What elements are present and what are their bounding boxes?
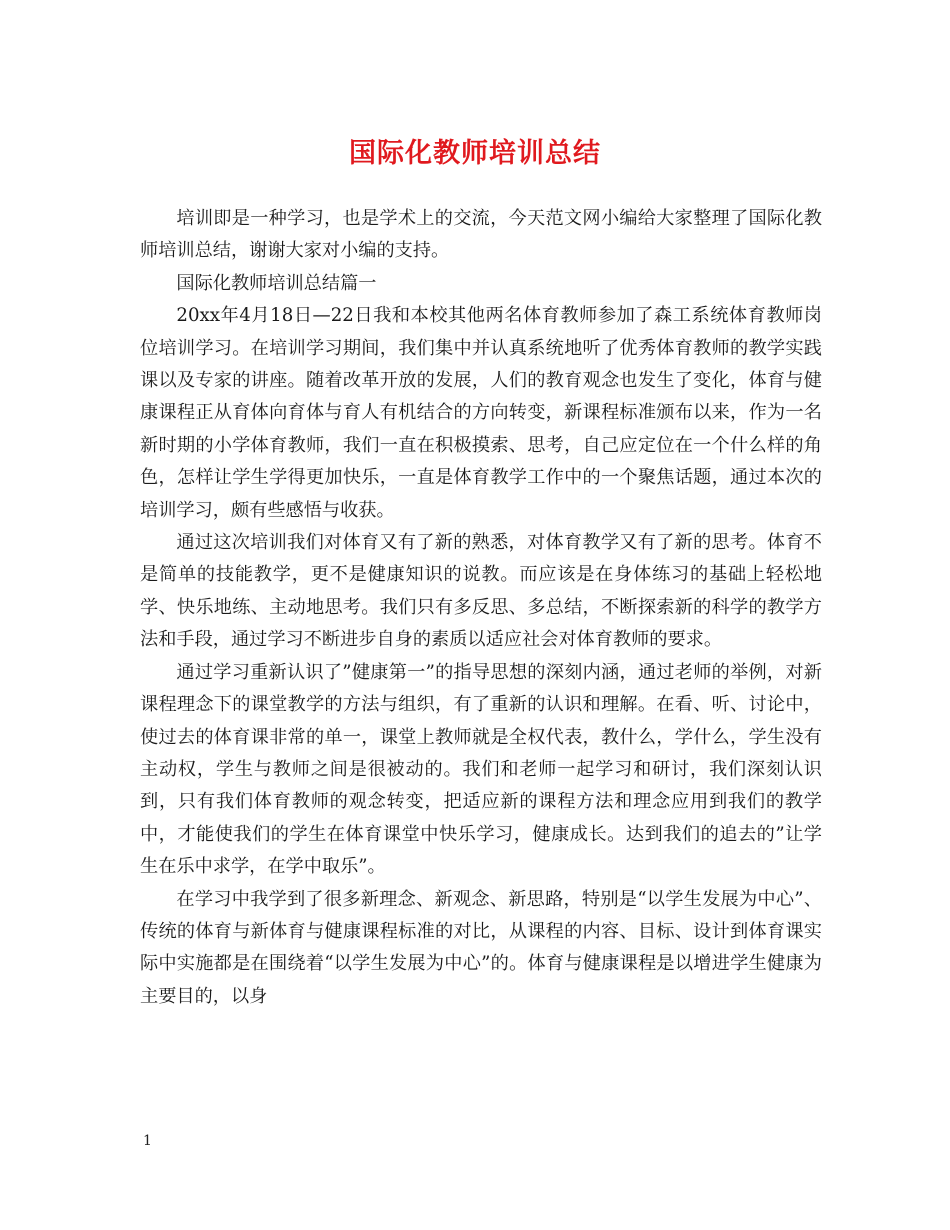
body-paragraph: 20xx年4月18日—22日我和本校其他两名体育教师参加了森工系统体育教师岗位培训学习。在培训学习期间，我们集中并认真系统地听了优秀体育教师的教学实践课以及专家的讲座。随着改革开放的发展，人们的教育观念也发生了变化，体育与健康课程正从育体向育体与育人有机结合的方向转变，新课程标准颁布以来，作为一名新时期的小学体育教师，我们一直在积极摸索、思考，自己应定位在一个什么样的角色，怎样让学生学得更加快乐，一直是体育教学工作中的一个聚焦话题，通过本次的培训学习，颇有些感悟与收获。 — [140, 305, 822, 521]
document-title: 国际化教师培训总结 — [349, 138, 601, 169]
page-number: 1 — [143, 1133, 152, 1149]
document-body — [140, 203, 822, 1013]
body-paragraph: 通过这次培训我们对体育又有了新的熟悉，对体育教学又有了新的思考。体育不是简单的技能教学，更不是健康知识的说教。而应该是在身体练习的基础上轻松地学、快乐地练、主动地思考。我们只有多反思、多总结，不断探索新的科学的教学方法和手段，通过学习不断进步自身的素质以适应社会对体育教师的要求。 — [140, 532, 822, 651]
section-heading: 国际化教师培训总结篇一 — [176, 272, 377, 294]
body-paragraph: 通过学习重新认识了”健康第一”的指导思想的深刻内涵，通过老师的举例，对新课程理念下的课堂教学的方法与组织，有了重新的认识和理解。在看、听、讨论中，使过去的体育课非常的单一，课堂上教师就是全权代表，教什么，学什么，学生没有主动权，学生与教师之间是很被动的。我们和老师一起学习和研讨，我们深刻认识到，只有我们体育教师的观念转变，把适应新的课程方法和理念应用到我们的教学中，才能使我们的学生在体育课堂中快乐学习，健康成长。达到我们的追去的”让学生在乐中求学，在学中取乐”。 — [140, 661, 822, 878]
body-paragraph: 在学习中我学到了很多新理念、新观念、新思路，特别是“以学生发展为中心”、传统的体育与新体育与健康课程标准的对比，从课程的内容、目标、设计到体育课实际中实施都是在围绕着“以学生发展为中心”的。体育与健康课程是以增进学生健康为主要目的，以身 — [140, 888, 822, 1007]
intro-paragraph: 培训即是一种学习，也是学术上的交流，今天范文网小编给大家整理了国际化教师培训总结，谢谢大家对小编的支持。 — [140, 208, 822, 262]
